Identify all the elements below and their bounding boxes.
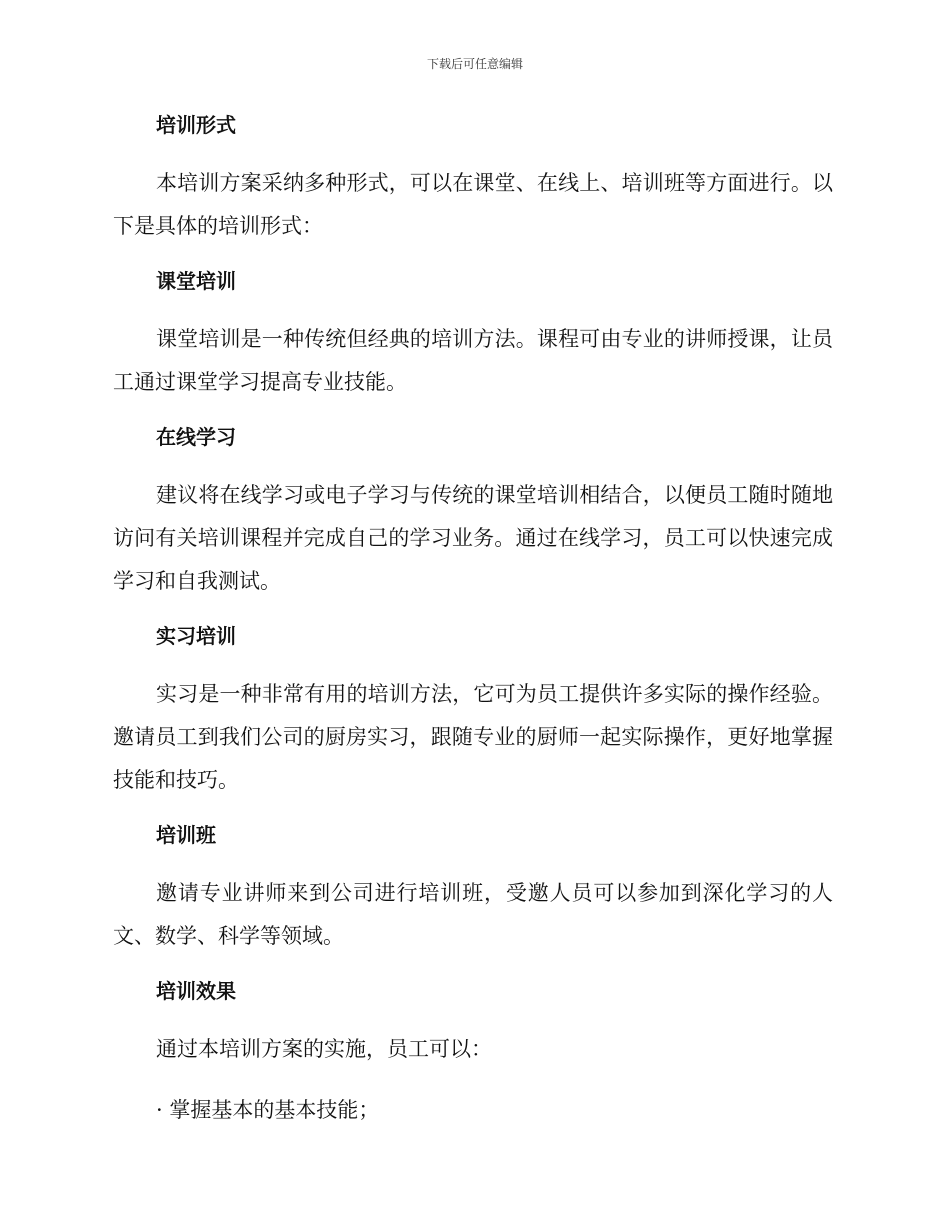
paragraph-training-class: 邀请专业讲师来到公司进行培训班，受邀人员可以参加到深化学习的人文、数学、科学等领域。 bbox=[113, 881, 833, 948]
header-note: 下载后可任意编辑 bbox=[426, 57, 523, 71]
section-heading-classroom-training: 课堂培训 bbox=[156, 269, 236, 293]
section-heading-online-learning: 在线学习 bbox=[156, 425, 236, 449]
section-heading-internship-training: 实习培训 bbox=[156, 624, 236, 648]
bullet-item: · 掌握基本的基本技能； bbox=[156, 1098, 380, 1122]
section-heading-training-effect: 培训效果 bbox=[156, 979, 236, 1003]
paragraph-online-learning: 建议将在线学习或电子学习与传统的课堂培训相结合，以便员工随时随地访问有关培训课程并完成自己的学习业务。通过在线学习，员工可以快速完成学习和自我测试。 bbox=[113, 483, 833, 593]
document-body bbox=[113, 110, 833, 1132]
paragraph-training-effect: 通过本培训方案的实施，员工可以： bbox=[156, 1037, 492, 1061]
section-heading-training-class: 培训班 bbox=[156, 823, 216, 847]
paragraph-training-forms: 本培训方案采纳多种形式，可以在课堂、在线上、培训班等方面进行。以下是具体的培训形式： bbox=[113, 171, 833, 238]
section-heading-training-forms: 培训形式 bbox=[156, 113, 236, 137]
paragraph-internship-training: 实习是一种非常有用的培训方法，它可为员工提供许多实际的操作经验。邀请员工到我们公司的厨房实习，跟随专业的厨师一起实际操作，更好地掌握技能和技巧。 bbox=[113, 682, 833, 792]
paragraph-classroom-training: 课堂培训是一种传统但经典的培训方法。课程可由专业的讲师授课，让员工通过课堂学习提高专业技能。 bbox=[113, 327, 833, 394]
